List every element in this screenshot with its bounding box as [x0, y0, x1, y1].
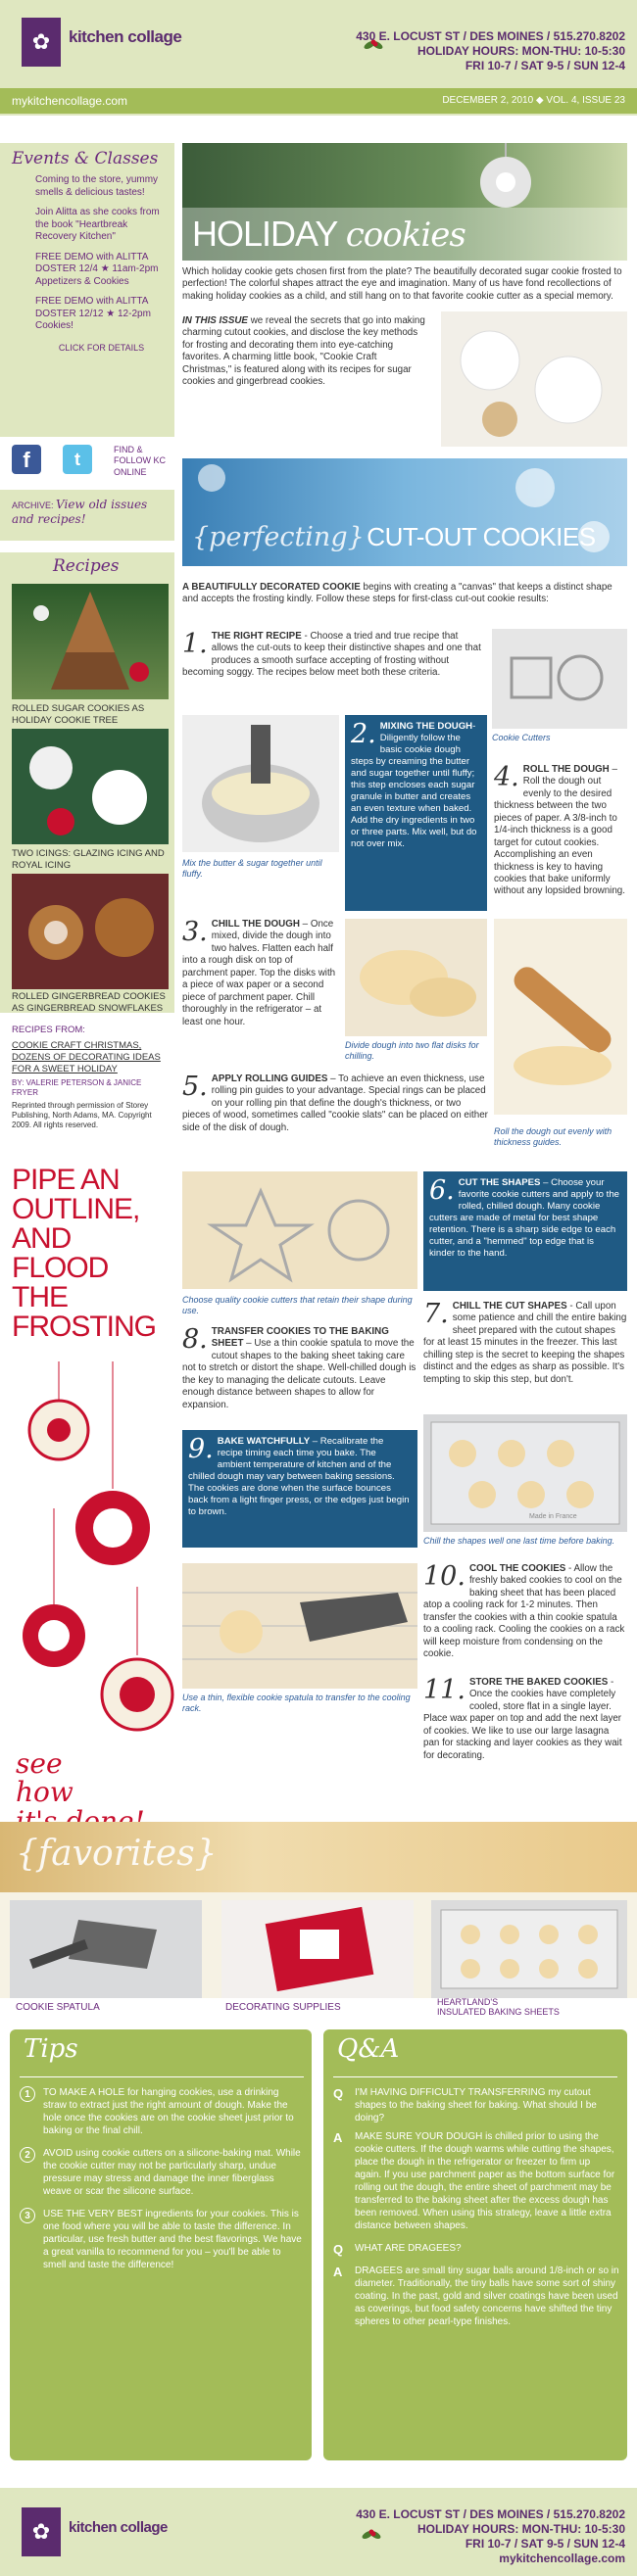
recipe-link-1[interactable]: ROLLED SUGAR COOKIES AS HOLIDAY COOKIE TREE [12, 703, 145, 726]
recipes-from-label: RECIPES FROM: [12, 1025, 85, 1035]
step-5-text: – To achieve an even thickness, use rolling pin guides to your advantage. Special rings can be placed on your rolling pin that define the dough's thickness, or two pieces of wood, sometimes called "cookie slats" can be placed on either side of the disk of dough. [182, 1073, 488, 1133]
pipe-line-4: FLOOD [12, 1252, 109, 1284]
events-intro: Coming to the store, yummy smells & delicious tastes! [35, 174, 159, 198]
cookie-cutters-photo [492, 629, 627, 729]
step-6-title: CUT THE SHAPES [458, 1177, 541, 1188]
step-1 [182, 631, 486, 680]
find-follow-link[interactable]: FIND & FOLLOW KC ONLINE [114, 445, 167, 477]
step-4 [494, 764, 627, 898]
fav-item-3-name: INSULATED BAKING SHEETS [437, 2006, 560, 2017]
step-1-text: - Choose a tried and true recipe that allows the cut-outs to keep their distinctive shapes and one that produces a smooth surface accepting of frosting without becoming soggy. The recipes below meet both these criteria. [182, 631, 481, 679]
recipe-tree-photo[interactable] [12, 584, 169, 699]
recipe-icing-photo[interactable] [12, 729, 169, 844]
see-word: see [16, 1747, 63, 1780]
q-marker-2: Q [333, 2242, 344, 2257]
step-4-number: 4. [494, 762, 519, 792]
in-this-issue [182, 315, 427, 389]
issue-info: DECEMBER 2, 2010 ◆ VOL. 4, ISSUE 23 [442, 95, 625, 106]
qa-a1-text: MAKE SURE YOUR DOUGH is chilled prior to using the cookie cutters. If the dough warms while cutting the shapes, place the dough in the refrigerator or freezer to firm up again. If you use parchment paper as the bottom surface for rolling out the dough, the entire sheet of parchment may be transferred to the baking sheet after the excess dough has been removed. When using this strategy, leave a little extra distance between shapes. [355, 2131, 615, 2231]
click-details-link[interactable]: CLICK FOR DETAILS [58, 342, 145, 353]
dough-disks-photo [345, 919, 487, 1036]
footer-logo-icon[interactable]: ✿ [22, 2507, 61, 2556]
holiday-hours: HOLIDAY HOURS: MON-THU: 10-5:30 [416, 44, 625, 58]
tip-1-text: TO MAKE A HOLE for hanging cookies, use a drinking straw to extract just the right amount of dough. Make the hole once the cookies are on the cookie sheet just prior to baking or the final chill. [43, 2087, 294, 2136]
footer-weekend-hours: FRI 10-7 / SAT 9-5 / SUN 12-4 [465, 2537, 625, 2551]
events-title: Events & Classes [12, 149, 159, 168]
qa-list [333, 2086, 619, 2328]
step-9-number: 9. [188, 1434, 214, 1464]
step-3-title: CHILL THE DOUGH [211, 919, 300, 930]
tip-3 [20, 2208, 304, 2271]
how-word: how [16, 1776, 74, 1809]
step-8-title: TRANSFER COOKIES TO THE BAKING SHEET [211, 1326, 389, 1350]
perfecting-intro [182, 582, 627, 606]
step-7-title: CHILL THE CUT SHAPES [452, 1301, 567, 1312]
caption-spatula: Use a thin, flexible cookie spatula to transfer to the cooling rack. [182, 1693, 411, 1714]
q-marker-1: Q [333, 2086, 344, 2101]
caption-divide: Divide dough into two flat disks for chilling. [345, 1040, 479, 1062]
perfecting-lead-text: begins with creating a "canvas" that keeps a distinct shape and accepts the frosting kindly. Follow these steps for first-class cut-out cookie results: [182, 582, 612, 605]
step-10 [423, 1563, 627, 1661]
step-8-number: 8. [182, 1324, 208, 1355]
step-6-number: 6. [429, 1175, 455, 1206]
events-text [35, 174, 168, 354]
book-authors: BY: VALERIE PETERSON & JANICE FRYER [12, 1077, 142, 1097]
a-marker-1: A [333, 2130, 343, 2145]
step-11 [423, 1677, 627, 1762]
perfecting-lead: A BEAUTIFULLY DECORATED COOKIE [182, 582, 361, 593]
step-9-title: BAKE WATCHFULLY [217, 1436, 311, 1447]
step-8-text: – Use a thin cookie spatula to move the cutout shapes to the baking sheet taking care not to stretch or distort the shape. Well-chilled dough is the key to managing the delicate cutouts. Leave enough distance between shapes to allow for expansion. [182, 1338, 416, 1410]
footer-website[interactable]: mykitchencollage.com [499, 2552, 625, 2565]
pipe-headline [12, 1166, 178, 1342]
tip-2-text: AVOID using cookie cutters on a silicone-baking mat. While the cookie cutter may not be particularly sharp, undue pressure may stress and damage the inner fiberglass weave or scar the silicone surface. [43, 2148, 301, 2197]
step-5-title: APPLY ROLLING GUIDES [211, 1073, 328, 1084]
caption-roll: Roll the dough out evenly with thickness guides. [494, 1126, 612, 1148]
fav-item-1[interactable]: COOKIE SPATULA [16, 2002, 100, 2013]
qa-title: Q&A [337, 2034, 400, 2064]
brand-name[interactable]: kitchen collage [69, 27, 182, 46]
pipe-line-2: OUTLINE, [12, 1193, 140, 1225]
store-address: 430 E. LOCUST ST / DES MOINES / 515.270.8202 [356, 29, 625, 43]
fav-item-3[interactable] [437, 1998, 560, 2018]
step-7-text: - Call upon some patience and chill the entire baking sheet prepared with the cutout shapes for at least 15 minutes in the freezer. This last chilling step is the secret to keeping the shapes distinct and the edges as sharp as possible. It's tempting to skip this step, but don't. [423, 1301, 627, 1385]
a-marker-2: A [333, 2264, 343, 2279]
spatula-photo [182, 1563, 417, 1689]
archive-block [12, 498, 169, 527]
step-9-text: – Recalibrate the recipe timing each time you bake. The ambient temperature of kitchen and of the chilled dough may vary between baking sessions. The cookies are done when the surface bounces back from a light finger press, or the edges just begin to brown. [188, 1436, 410, 1517]
hero-title-sub: cookies [345, 215, 466, 255]
step-5-number: 5. [182, 1072, 208, 1102]
cookies-photo [441, 311, 627, 447]
demo-1[interactable]: FREE DEMO with ALITTA DOSTER 12/4 ★ 11am-2pm Appetizers & Cookies [35, 251, 159, 287]
qa-a1 [333, 2130, 619, 2232]
step-11-title: STORE THE BAKED COOKIES [468, 1677, 609, 1688]
step-2-title: MIXING THE DOUGH [379, 721, 473, 732]
recipe-link-3[interactable]: ROLLED GINGERBREAD COOKIES AS GINGERBREAD SNOWFLAKES [12, 991, 166, 1014]
step-3-number: 3. [182, 917, 208, 947]
hero-title [192, 212, 466, 257]
recipes-source [12, 1025, 169, 1130]
baking-sheet-photo [423, 1414, 627, 1532]
website-link[interactable]: mykitchencollage.com [12, 94, 128, 108]
pipe-line-3: AND [12, 1222, 72, 1255]
step-1-title: THE RIGHT RECIPE [211, 631, 302, 642]
step-6-text: – Choose your favorite cookie cutters and apply to the rolled, chilled dough. Many cookie cutters are made of metal for best shape retention. There is a sharp side edge to each cutter, and a "hemmed" top edge that is kinder to the hand. [429, 1177, 620, 1259]
footer-brand[interactable]: kitchen collage [69, 2519, 168, 2536]
footer-store-info [331, 2507, 625, 2566]
issue-lead: IN THIS ISSUE [182, 315, 248, 326]
step-9 [182, 1430, 417, 1548]
qa-q1 [333, 2086, 619, 2124]
tips-divider [20, 2076, 304, 2077]
qa-q1-text: I'M HAVING DIFFICULTY TRANSFERRING my cutout shapes to the baking sheet for baking. What should I be doing? [355, 2087, 597, 2123]
hero-title-main: HOLIDAY [192, 214, 337, 254]
mixer-photo [182, 715, 339, 852]
facebook-icon[interactable]: f [12, 445, 41, 474]
step-3-text: – Once mixed, divide the dough into two halves. Flatten each half into a rough disk on top of parchment paper. Top the disks with a piece of wax paper or a second piece of parchment paper. Chill thoroughly in the refrigerator – at least one hour. [182, 919, 336, 1027]
footer-hours: HOLIDAY HOURS: MON-THU: 10-5:30 [416, 2522, 625, 2536]
perfecting-prefix: {perfecting} [192, 522, 365, 552]
recipe-gingerbread-photo[interactable] [12, 874, 169, 989]
qa-q2 [333, 2242, 619, 2259]
rolling-pin-photo [494, 919, 627, 1115]
qa-a2-text: DRAGEES are small tiny sugar balls around 1/8-inch or so in diameter. Traditionally, the tiny balls have some sort of shiny coating. In the past, gold and silver coatings have been used as coverings, but food safety concerns have shifted the tiny spheres to other pearl-type finishes. [355, 2265, 619, 2327]
step-10-number: 10. [423, 1561, 466, 1592]
footer-address: 430 E. LOCUST ST / DES MOINES / 515.270.8202 [356, 2507, 625, 2521]
fav-decorating-photo[interactable] [221, 1900, 414, 1998]
events-book: Join Alitta as she cooks from the book "Heartbreak Recovery Kitchen" [35, 207, 160, 242]
perfecting-main: CUT-OUT COOKIES [367, 522, 596, 551]
favorites-title: {favorites} [16, 1834, 218, 1874]
tip-1 [20, 2086, 304, 2137]
fav-item-3-brand: HEARTLAND'S [437, 1997, 499, 2007]
tip-2 [20, 2147, 304, 2198]
archive-link[interactable]: View old issues and recipes! [12, 498, 148, 526]
step-10-title: COOL THE COOKIES [468, 1563, 566, 1574]
step-8 [182, 1326, 417, 1411]
issue-text: we reveal the secrets that go into making charming cutout cookies, and disclose the key methods for frosting and decorating them into eye-catching favorites. A charming little book, "Cookie Craft Christmas," is featured along with its recipes for sugar cookies and gingerbread cookies. [182, 315, 425, 388]
step-2 [345, 715, 487, 911]
caption-quality: Choose quality cookie cutters that retain their shape during use. [182, 1295, 413, 1316]
tip-number-2: 2 [20, 2147, 35, 2163]
step-10-text: - Allow the freshly baked cookies to cool on the baking sheet that has been placed atop a cooling rack for 1-2 minutes. Then transfer the cookies with a thin cookie spatula to a cooling rack. Cooling the cookies on a rack will keep moisture from condensing on the cookie. [423, 1563, 625, 1660]
pipe-line-5: THE [12, 1281, 68, 1313]
step-4-text: – Roll the dough out evenly to the desired thickness between the two pieces of paper. A 3/8-inch to 1/4-inch thickness is a good target for cutout cookies. Accomplishing an even thickness is key to having cookies that bake uniformly without any lopsided browning. [494, 764, 625, 897]
fav-sheets-photo[interactable] [431, 1900, 627, 1998]
fav-item-2[interactable]: DECORATING SUPPLIES [225, 2002, 341, 2013]
step-2-number: 2. [351, 719, 376, 749]
tips-title: Tips [24, 2034, 78, 2064]
step-11-number: 11. [423, 1675, 466, 1705]
step-7 [423, 1301, 627, 1386]
weekend-hours: FRI 10-7 / SAT 9-5 / SUN 12-4 [465, 59, 625, 72]
qa-divider [333, 2076, 617, 2077]
caption-mix: Mix the butter & sugar together until fluffy. [182, 858, 322, 880]
tip-3-text: USE THE VERY BEST ingredients for your cookies. This is one food where you will be able to taste the difference. In particular, use fresh butter and the best flavorings. We have a great vanilla to recommend for you – you'll be able to smell and taste the difference! [43, 2209, 302, 2270]
pipe-line-1: PIPE AN [12, 1164, 120, 1196]
step-2-text: - Diligently follow the basic cookie dough steps by creaming the butter and sugar together until fluffy; this step encloses each sugar granule in butter and creates an even texture when baked. Add the dry ingredients in two or three parts. Mix well, but do not over mix. [351, 721, 477, 849]
step-3 [182, 919, 339, 1028]
caption-cutters: Cookie Cutters [492, 733, 551, 742]
step-6 [423, 1171, 627, 1291]
book-link[interactable]: COOKIE CRAFT CHRISTMAS, DOZENS OF DECORATING IDEAS FOR A SWEET HOLIDAY [12, 1039, 161, 1074]
ornaments-image [20, 1361, 176, 1792]
hero-intro: Which holiday cookie gets chosen first from the plate? The beautifully decorated sugar cookie frosted to perfection! The colorful shapes attract the eye and imagination. Many of us have fond recollections of making holiday cookies as a child, and still hang on to that favorite cookie cutter as a special memory. [182, 266, 622, 302]
pipe-line-6: FROSTING [12, 1311, 156, 1343]
demo-2[interactable]: FREE DEMO with ALITTA DOSTER 12/12 ★ 12-2pm Cookies! [35, 296, 151, 331]
store-info [331, 29, 625, 73]
step-4-title: ROLL THE DOUGH [522, 764, 610, 775]
recipes-title: Recipes [53, 556, 120, 576]
archive-label: ARCHIVE: [12, 501, 54, 510]
step-5 [182, 1073, 488, 1134]
qa-a2 [333, 2265, 619, 2328]
tip-number-1: 1 [20, 2086, 35, 2102]
fav-spatula-photo[interactable] [10, 1900, 202, 1998]
tips-list [20, 2086, 304, 2271]
tip-number-3: 3 [20, 2208, 35, 2223]
perfecting-title [192, 521, 596, 554]
caption-chill: Chill the shapes well one last time before baking. [423, 1536, 615, 1546]
logo-icon[interactable]: ✿ [22, 18, 61, 67]
qa-q2-text: WHAT ARE DRAGEES? [355, 2243, 462, 2254]
step-11-text: - Once the cookies have completely cooled, store flat in a single layer. Place wax paper on top and add the next layer of cookies. We like to use our large lasagna pan for stacking and layer cookies as they wait for decorating. [423, 1677, 622, 1761]
twitter-icon[interactable]: t [63, 445, 92, 474]
sheet-label: Made in France [529, 1513, 577, 1520]
recipe-link-2[interactable]: TWO ICINGS: GLAZING ICING AND ROYAL ICING [12, 848, 165, 871]
reprint-note: Reprinted through permission of Storey Publishing, North Adams, MA. Copyright 2009. All rights reserved. [12, 1100, 152, 1129]
cutters-dough-photo [182, 1171, 417, 1289]
step-7-number: 7. [423, 1299, 449, 1329]
step-1-number: 1. [182, 629, 208, 659]
